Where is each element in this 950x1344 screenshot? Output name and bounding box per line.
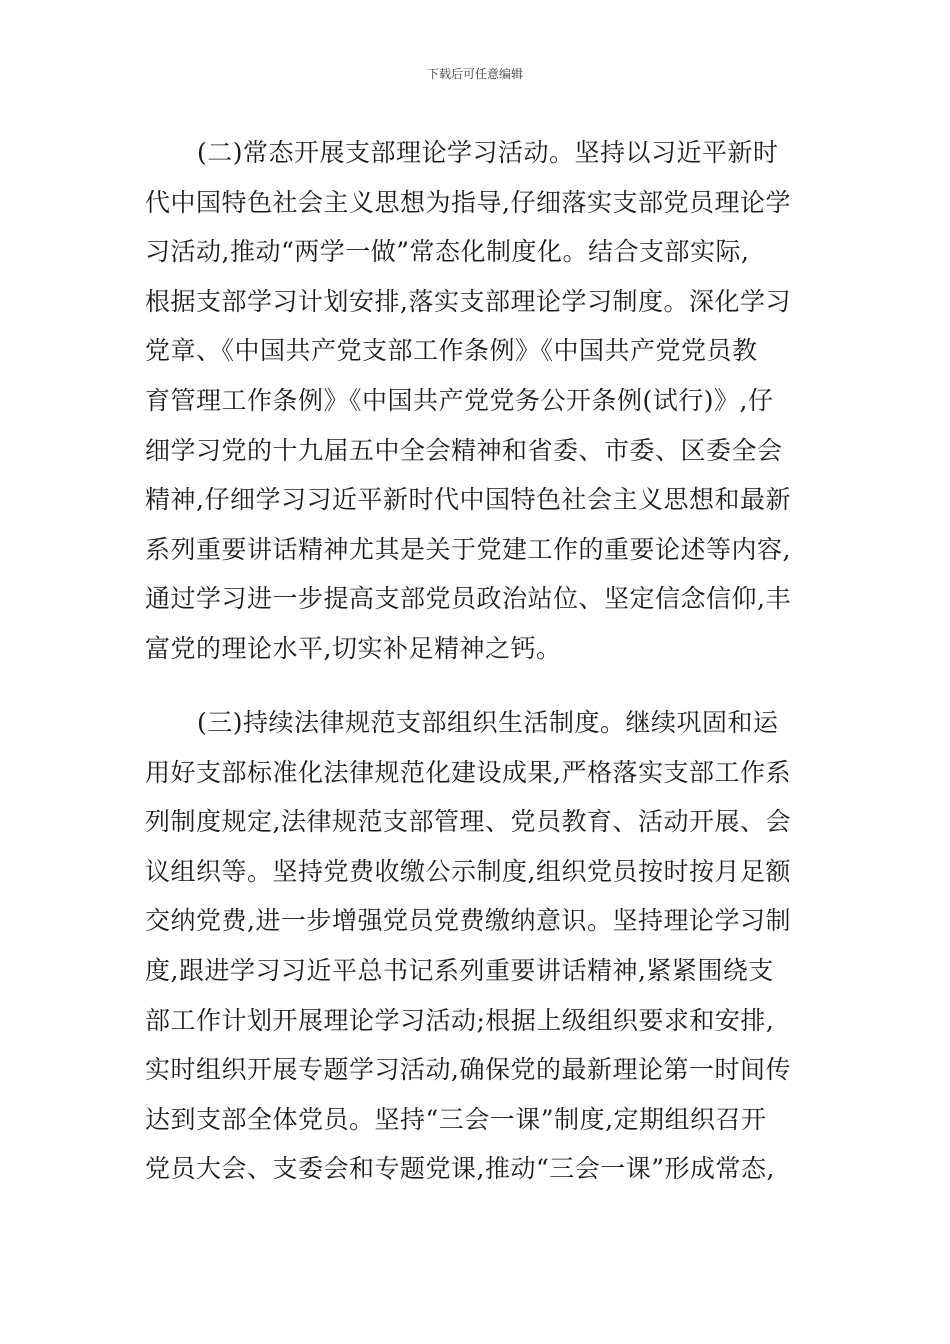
text-line: 根据支部学习计划安排,落实支部理论学习制度。深化学习 (145, 286, 791, 316)
text-line: 达到支部全体党员。坚持“三会一课”制度,定期组织召开 (145, 1104, 767, 1134)
text-line: 议组织等。坚持党费收缴公示制度,组织党员按时按月足额 (145, 856, 791, 886)
text-line: (三)持续法律规范支部组织生活制度。继续巩固和运 (197, 708, 779, 737)
text-line: 精神,仔细学习习近平新时代中国特色社会主义思想和最新 (145, 485, 791, 515)
text-line: 党章、《中国共产党支部工作条例》《中国共产党党员教 (145, 336, 758, 366)
text-line: (二)常态开展支部理论学习活动。坚持以习近平新时 (197, 138, 779, 167)
text-line: 系列重要讲话精神尤其是关于党建工作的重要论述等内容, (145, 534, 791, 564)
text-line: 通过学习进一步提高支部党员政治站位、坚定信念信仰,丰 (145, 584, 791, 614)
text-line: 部工作计划开展理论学习活动;根据上级组织要求和安排, (145, 1005, 775, 1035)
text-line: 习活动,推动“两学一做”常态化制度化。结合支部实际, (145, 237, 750, 267)
text-line: 党员大会、支委会和专题党课,推动“三会一课”形成常态, (145, 1154, 775, 1184)
text-line: 代中国特色社会主义思想为指导,仔细落实支部党员理论学 (145, 187, 791, 217)
paragraph-section-3 (145, 698, 810, 1194)
text-line: 细学习党的十九届五中全会精神和省委、市委、区委全会 (145, 435, 783, 465)
text-line: 度,跟进学习习近平总书记系列重要讲话精神,紧紧围绕支 (145, 955, 774, 985)
paragraph-section-2 (145, 128, 810, 674)
text-line: 用好支部标准化法律规范化建设成果,严格落实支部工作系 (145, 757, 791, 787)
text-line: 富党的理论水平,切实补足精神之钙。 (145, 633, 562, 663)
text-line: 交纳党费,进一步增强党员党费缴纳意识。坚持理论学习制 (145, 906, 791, 936)
text-line: 列制度规定,法律规范支部管理、党员教育、活动开展、会 (145, 807, 791, 837)
text-line: 实时组织开展专题学习活动,确保党的最新理论第一时间传 (145, 1055, 791, 1085)
page-header: 下载后可任意编辑 (426, 67, 523, 81)
text-line: 育管理工作条例》《中国共产党党务公开条例(试行)》,仔 (145, 385, 774, 415)
